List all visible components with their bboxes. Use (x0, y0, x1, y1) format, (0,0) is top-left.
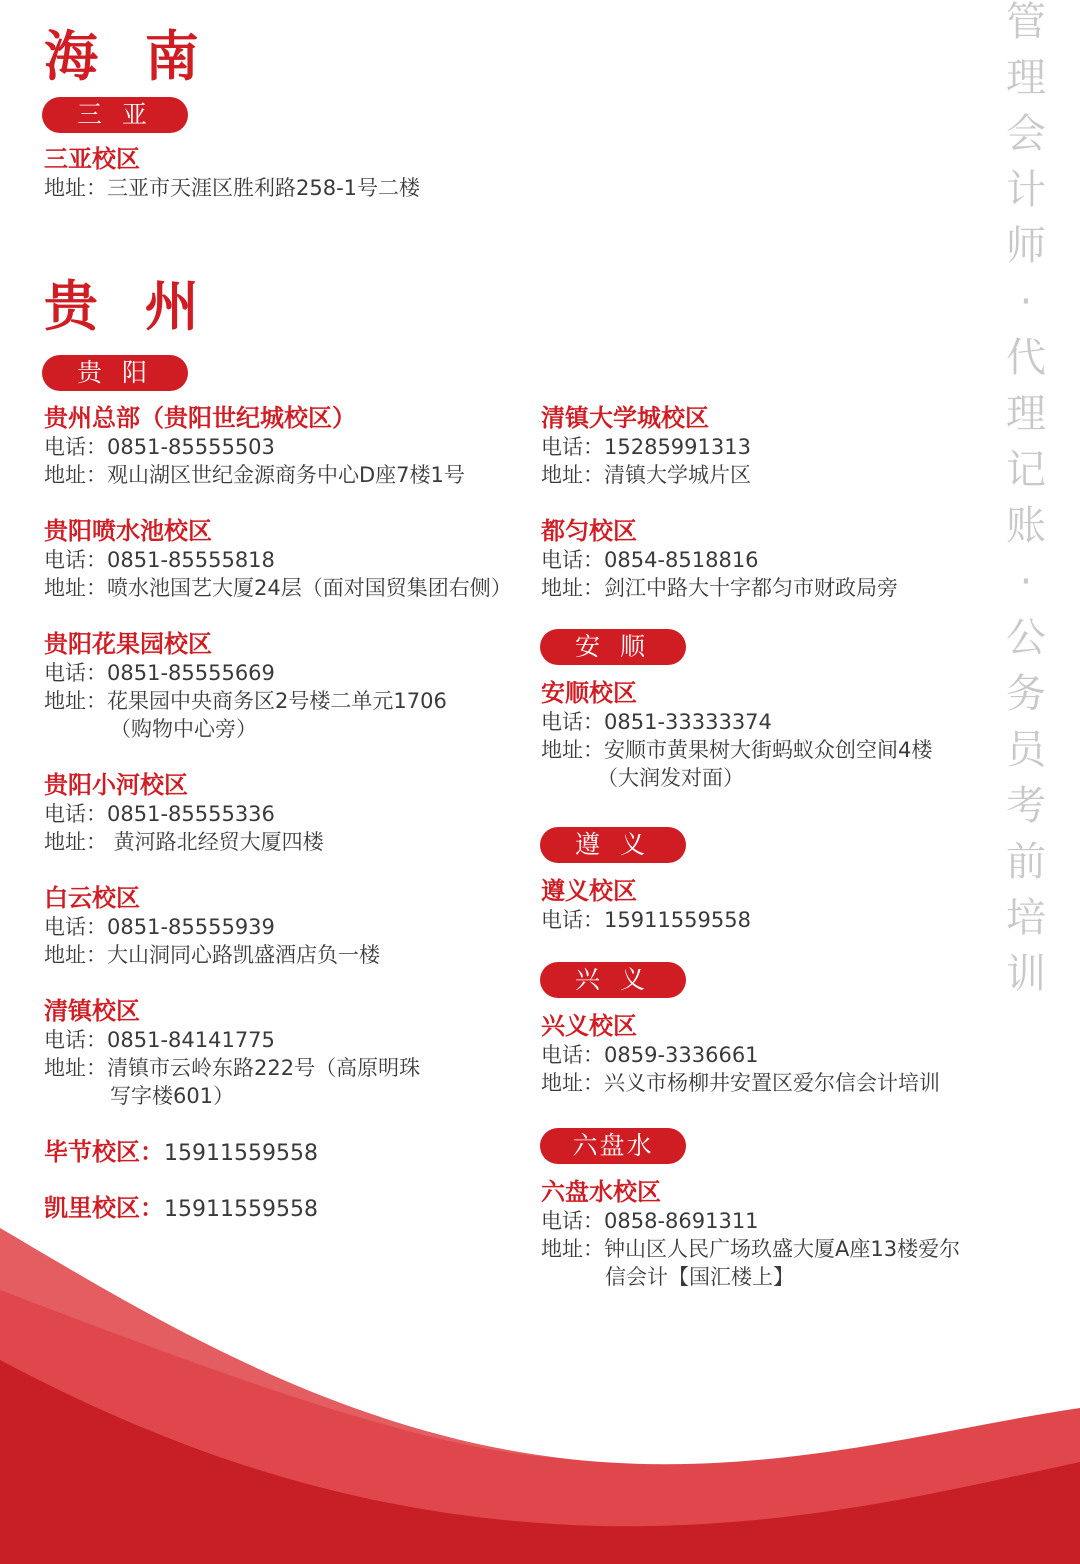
address-value: 大山洞同心路凯盛酒店负一楼 (107, 943, 380, 967)
campus-name: 清镇校区 (44, 997, 140, 1025)
address-label: 地址： (44, 1056, 107, 1080)
vertical-slogan (1004, 0, 1048, 1002)
address-label: 地址： (44, 943, 107, 967)
phone-value: 0859-3336661 (604, 1043, 759, 1067)
slogan-char: 理 (1006, 391, 1046, 437)
phone-value: 15911559558 (164, 1141, 318, 1166)
campus-address (44, 687, 447, 715)
slogan-char: 理 (1006, 55, 1046, 101)
campus-bijie (44, 1137, 318, 1169)
slogan-char: 前 (1006, 839, 1046, 885)
phone-value: 0858-8691311 (604, 1209, 759, 1233)
phone-label: 电话： (541, 710, 604, 734)
campus-phone (541, 546, 898, 574)
campus-name: 兴义校区 (541, 1012, 637, 1040)
slogan-char: 务 (1006, 671, 1046, 717)
campus-card (44, 770, 324, 856)
phone-value: 0851-85555939 (107, 915, 275, 939)
address-label: 地址： (44, 463, 107, 487)
phone-label: 电话： (44, 802, 107, 826)
campus-card (541, 678, 932, 792)
campus-phone (541, 1041, 940, 1069)
campus-name: 都匀校区 (541, 517, 637, 545)
campus-phone (541, 906, 751, 934)
slogan-char: 培 (1006, 895, 1046, 941)
campus-phone (541, 433, 751, 461)
campus-name: 白云校区 (44, 884, 140, 912)
phone-label: 电话： (541, 1209, 604, 1233)
city-pill-xingyi: 兴 义 (540, 962, 686, 998)
phone-label: 电话： (541, 908, 604, 932)
campus-address (541, 736, 932, 764)
phone-value: 0851-84141775 (107, 1028, 275, 1052)
slogan-char: 会 (1006, 111, 1046, 157)
province-title-guizhou: 贵 州 (44, 274, 213, 338)
phone-value: 15285991313 (604, 435, 751, 459)
campus-phone (44, 1026, 420, 1054)
phone-label: 电话： (541, 1043, 604, 1067)
slogan-char: 师 (1006, 223, 1046, 269)
campus-card (44, 516, 512, 602)
address-label: 地址： (44, 576, 107, 600)
address-value: 三亚市天涯区胜利路258-1号二楼 (107, 176, 421, 200)
address-label: 地址： (541, 463, 604, 487)
campus-address (44, 174, 420, 202)
campus-phone (44, 659, 447, 687)
phone-value: 0851-85555669 (107, 661, 275, 685)
address-value: 安顺市黄果树大街蚂蚁众创空间4楼 (604, 738, 933, 762)
address-value: 黄河路北经贸大厦四楼 (107, 830, 324, 854)
phone-label: 电话： (541, 435, 604, 459)
campus-phone (44, 433, 465, 461)
campus-name: 贵阳小河校区 (44, 771, 188, 799)
phone-value: 15911559558 (164, 1197, 318, 1222)
campus-card (44, 883, 380, 969)
address-value: 清镇市云岭东路222号（高原明珠 (107, 1056, 421, 1080)
campus-phone (44, 800, 324, 828)
phone-value: 0851-85555818 (107, 548, 275, 572)
campus-name: 清镇大学城校区 (541, 404, 709, 432)
phone-value: 0851-85555336 (107, 802, 275, 826)
red-wave-decoration (0, 1200, 1080, 1564)
campus-card (541, 876, 751, 934)
campus-phone (44, 546, 512, 574)
campus-name: 凯里校区： (44, 1194, 164, 1222)
campus-card (44, 629, 447, 743)
phone-value: 15911559558 (604, 908, 751, 932)
city-pill-liupanshui: 六盘水 (540, 1128, 686, 1164)
campus-card (541, 516, 898, 602)
campus-card (44, 403, 465, 489)
address-label: 地址： (44, 830, 107, 854)
campus-address (541, 1069, 940, 1097)
address-value: 观山湖区世纪金源商务中心D座7楼1号 (107, 463, 465, 487)
address-label: 地址： (541, 1071, 604, 1095)
address-value: 花果园中央商务区2号楼二单元1706 (107, 689, 447, 713)
campus-address-cont: 写字楼601） (110, 1084, 235, 1108)
campus-name: 毕节校区： (44, 1138, 164, 1166)
slogan-char: 管 (1006, 0, 1046, 45)
campus-address-cont: （大润发对面） (597, 766, 744, 790)
phone-label: 电话： (44, 548, 107, 572)
campus-address (44, 828, 324, 856)
address-label: 地址： (44, 689, 107, 713)
campus-name: 遵义校区 (541, 877, 637, 905)
campus-address (44, 941, 380, 969)
slogan-char: 代 (1006, 335, 1046, 381)
campus-address (44, 1054, 420, 1082)
address-label: 地址： (44, 176, 107, 200)
campus-phone (541, 708, 932, 736)
campus-card (541, 403, 751, 489)
slogan-char: 员 (1006, 727, 1046, 773)
campus-address (541, 461, 751, 489)
phone-label: 电话： (44, 915, 107, 939)
campus-name: 三亚校区 (44, 145, 140, 173)
phone-value: 0851-33333374 (604, 710, 772, 734)
address-value: 清镇大学城片区 (604, 463, 751, 487)
campus-address (44, 574, 512, 602)
slogan-char: · (1019, 559, 1033, 605)
campus-card (541, 1011, 940, 1097)
address-label: 地址： (541, 1237, 604, 1261)
phone-value: 0854-8518816 (604, 548, 759, 572)
slogan-char: · (1019, 279, 1033, 325)
slogan-char: 记 (1006, 447, 1046, 493)
campus-address (44, 461, 465, 489)
campus-name: 六盘水校区 (541, 1178, 661, 1206)
phone-label: 电话： (44, 1028, 107, 1052)
phone-label: 电话： (44, 435, 107, 459)
address-value: 兴义市杨柳井安置区爱尔信会计培训 (604, 1071, 940, 1095)
city-pill-guiyang: 贵 阳 (42, 355, 188, 391)
phone-label: 电话： (44, 661, 107, 685)
address-label: 地址： (541, 576, 604, 600)
slogan-char: 考 (1006, 783, 1046, 829)
slogan-char: 账 (1006, 503, 1046, 549)
slogan-char: 公 (1006, 615, 1046, 661)
campus-name: 贵阳喷水池校区 (44, 517, 212, 545)
address-value: 喷水池国艺大厦24层（面对国贸集团右侧） (107, 576, 512, 600)
address-value: 剑江中路大十字都匀市财政局旁 (604, 576, 898, 600)
campus-address (541, 574, 898, 602)
campus-sanya (44, 144, 420, 202)
campus-name: 安顺校区 (541, 679, 637, 707)
phone-label: 电话： (541, 548, 604, 572)
campus-name: 贵州总部（贵阳世纪城校区） (44, 404, 356, 432)
campus-address-cont: 信会计【国汇楼上】 (605, 1265, 794, 1289)
city-pill-sanya: 三 亚 (42, 97, 188, 133)
city-pill-zunyi: 遵 义 (540, 827, 686, 863)
campus-phone (44, 913, 380, 941)
province-title-hainan: 海 南 (44, 24, 213, 88)
campus-name: 贵阳花果园校区 (44, 630, 212, 658)
city-pill-anshun: 安 顺 (540, 629, 686, 665)
campus-card (44, 996, 420, 1110)
address-value: 钟山区人民广场玖盛大厦A座13楼爱尔 (604, 1237, 961, 1261)
address-label: 地址： (541, 738, 604, 762)
phone-value: 0851-85555503 (107, 435, 275, 459)
slogan-char: 计 (1006, 167, 1046, 213)
slogan-char: 训 (1006, 951, 1046, 997)
campus-address-cont: （购物中心旁） (110, 717, 257, 741)
